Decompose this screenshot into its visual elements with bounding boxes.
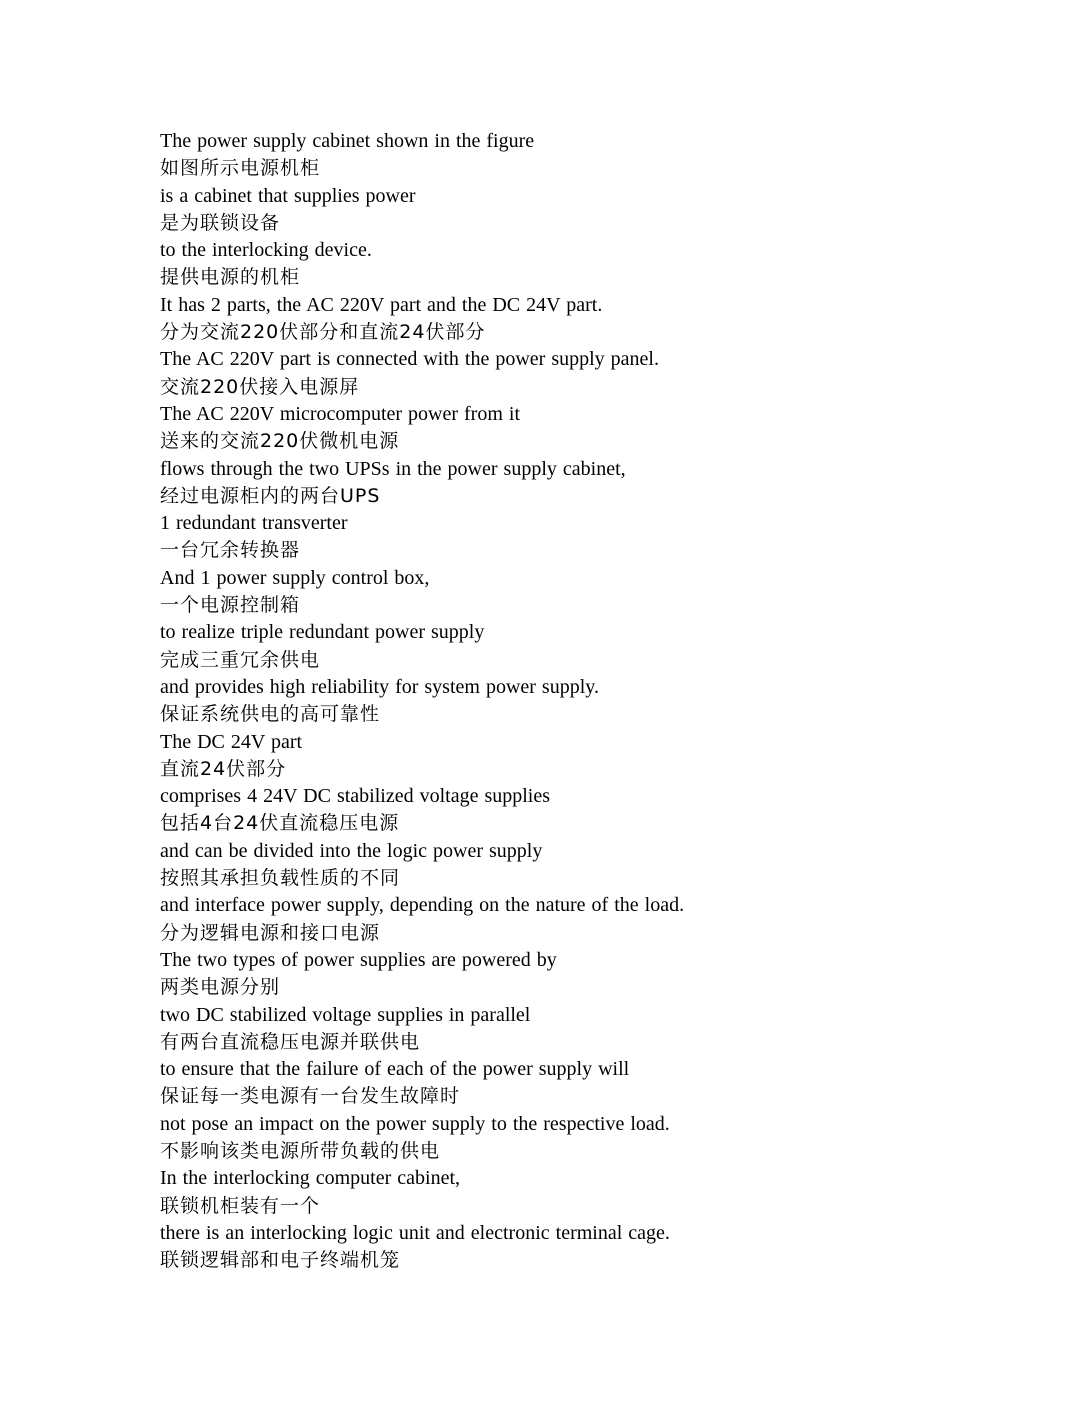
- chinese-line: 提供电源的机柜: [160, 266, 301, 289]
- chinese-line: 按照其承担负载性质的不同: [160, 867, 401, 890]
- english-line: And 1 power supply control box,: [160, 566, 430, 589]
- chinese-line: 包括4台24伏直流稳压电源: [160, 812, 400, 835]
- chinese-line: 分为逻辑电源和接口电源: [160, 921, 381, 944]
- chinese-line: 保证系统供电的高可靠性: [160, 703, 381, 726]
- english-line: and provides high reliability for system power supply.: [160, 675, 599, 698]
- english-line: is a cabinet that supplies power: [160, 184, 416, 207]
- english-line: two DC stabilized voltage supplies in parallel: [160, 1003, 531, 1026]
- english-line: flows through the two UPSs in the power supply cabinet,: [160, 457, 626, 480]
- english-line: to ensure that the failure of each of the power supply will: [160, 1058, 630, 1081]
- chinese-line: 分为交流220伏部分和直流24伏部分: [160, 321, 486, 344]
- chinese-line: 送来的交流220伏微机电源: [160, 430, 400, 453]
- english-line: The AC 220V microcomputer power from it: [160, 402, 521, 425]
- chinese-line: 完成三重冗余供电: [160, 648, 321, 671]
- english-line: It has 2 parts, the AC 220V part and the DC 24V part.: [160, 293, 603, 316]
- chinese-line: 联锁机柜装有一个: [160, 1194, 321, 1217]
- english-line: comprises 4 24V DC stabilized voltage supplies: [160, 785, 551, 808]
- chinese-line: 是为联锁设备: [160, 211, 281, 234]
- english-line: The power supply cabinet shown in the figure: [160, 130, 535, 152]
- english-line: The two types of power supplies are powered by: [160, 948, 557, 971]
- english-line: The AC 220V part is connected with the power supply panel.: [160, 348, 659, 371]
- english-line: and can be divided into the logic power supply: [160, 839, 543, 862]
- english-line: there is an interlocking logic unit and electronic terminal cage.: [160, 1221, 670, 1244]
- english-line: and interface power supply, depending on the nature of the load.: [160, 894, 685, 917]
- english-line: In the interlocking computer cabinet,: [160, 1167, 461, 1190]
- english-line: to realize triple redundant power supply: [160, 621, 485, 644]
- english-line: not pose an impact on the power supply to the respective load.: [160, 1112, 670, 1135]
- chinese-line: 经过电源柜内的两台UPS: [160, 484, 381, 507]
- english-line: to the interlocking device.: [160, 239, 372, 262]
- chinese-line: 联锁逻辑部和电子终端机笼: [160, 1249, 401, 1272]
- chinese-line: 一个电源控制箱: [160, 594, 301, 617]
- chinese-line: 保证每一类电源有一台发生故障时: [160, 1085, 461, 1108]
- chinese-line: 如图所示电源机柜: [160, 157, 321, 180]
- bilingual-text-block: [160, 128, 980, 1274]
- english-line: 1 redundant transverter: [160, 512, 348, 535]
- english-line: The DC 24V part: [160, 730, 303, 753]
- chinese-line: 一台冗余转换器: [160, 539, 301, 562]
- chinese-line: 有两台直流稳压电源并联供电: [160, 1030, 421, 1053]
- chinese-line: 两类电源分别: [160, 976, 281, 999]
- chinese-line: 不影响该类电源所带负载的供电: [160, 1139, 441, 1162]
- chinese-line: 直流24伏部分: [160, 757, 287, 780]
- chinese-line: 交流220伏接入电源屏: [160, 375, 360, 398]
